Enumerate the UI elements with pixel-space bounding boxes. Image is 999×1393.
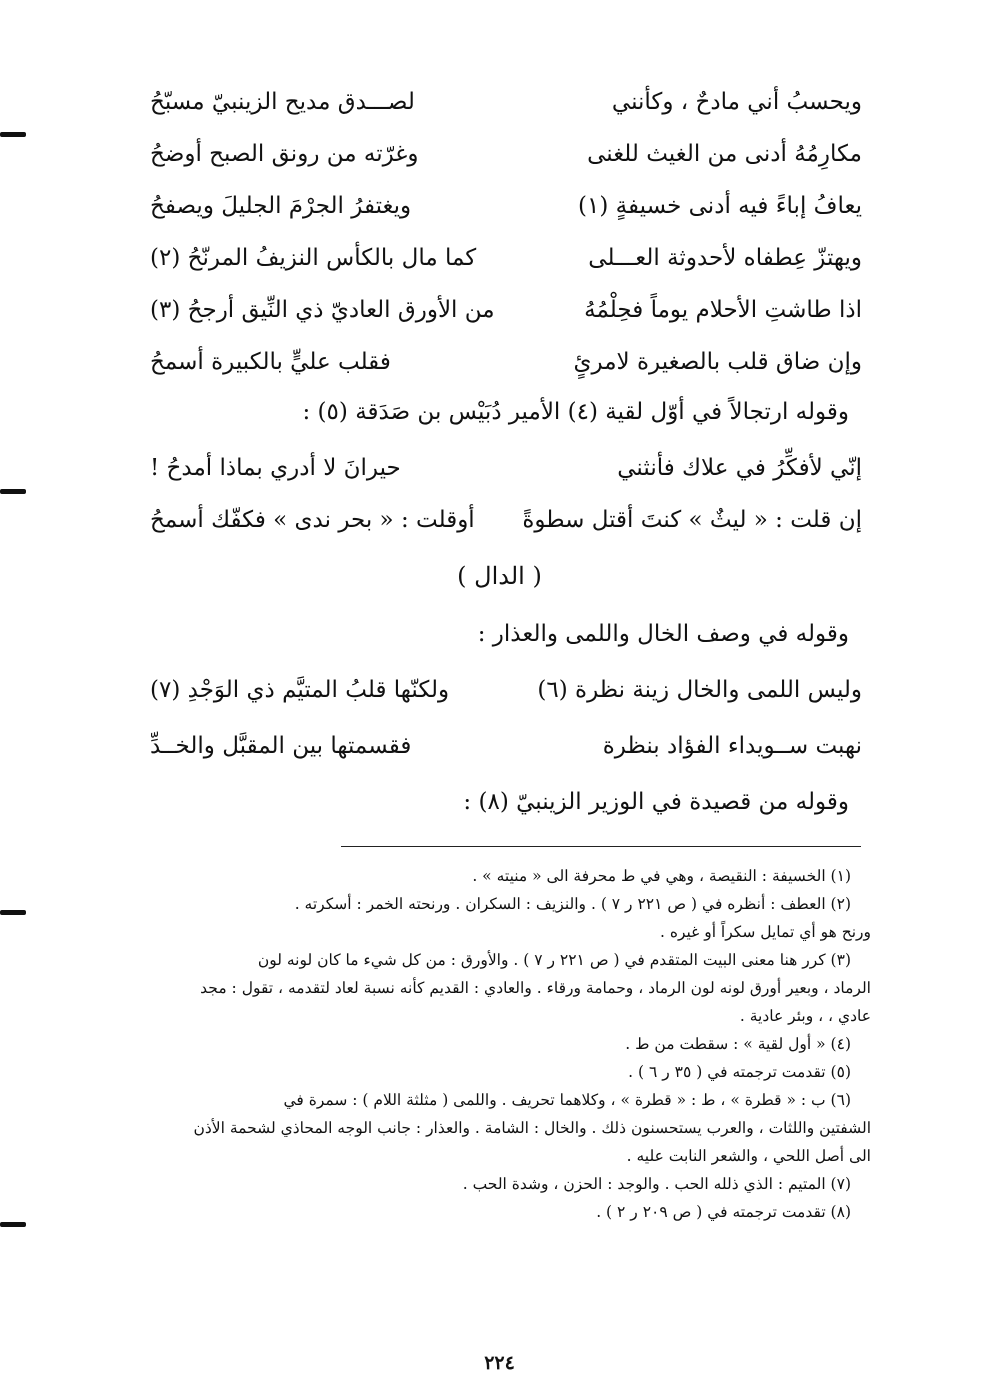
verse-first-hemistich: نهبت ســويداء الفؤاد بنظرة	[602, 733, 862, 759]
scan-edge-mark	[0, 489, 26, 494]
footnote-divider	[341, 846, 861, 847]
footnote-6-cont: الشفتين واللثات ، والعرب يستحسنون ذلك . والخال : الشامة . والعذار : جانب الوجه المحاذي لشحمة الأذن	[193, 1119, 871, 1137]
page-number: ٢٢٤	[484, 1352, 515, 1374]
footnote-1: (١) الخسيفة : النقيصة ، وهي في ط محرفة الى « منيته » .	[472, 867, 851, 885]
verse-second-hemistich: ويغتفرُ الجرْمَ الجليلَ ويصفحُ	[150, 193, 412, 219]
footnote-3-cont: عادي ، ، وبئر عادية .	[739, 1007, 871, 1025]
verse-first-hemistich: وإن ضاق قلب بالصغيرة لامرئٍ	[573, 349, 862, 375]
verse-line	[140, 130, 870, 178]
verse-second-hemistich: كما مال بالكأس النزيفُ المرنّحُ (٢)	[150, 245, 477, 271]
scan-edge-mark	[0, 132, 26, 137]
verse-first-hemistich: ويهتزّ عِطفاه لأحدوثة العـــلى	[588, 245, 862, 271]
verse-second-hemistich: فقلب عليٍّ بالكبيرة أسمحُ	[150, 349, 391, 375]
verse-first-hemistich: مكارِمُهُ أدنى من الغيث للغنى	[587, 141, 862, 167]
scan-edge-mark	[0, 910, 26, 915]
verse-second-hemistich: ولكنّها قلبُ المتيَّم ذي الوَجْدِ (٧)	[150, 677, 450, 703]
footnote-3: (٣) كرر هنا معنى البيت المتقدم في ( ص ٢٢١ ر ٧ ) . والأورق : من كل شيء ما كان لونه لون	[257, 951, 851, 969]
verse-line	[140, 666, 870, 714]
verse-second-hemistich: أوقلت : « بحر ندى » فكفّك أسمحُ	[150, 507, 475, 533]
footnote-3-cont: الرماد ، وبعير أورق لونه لون الرماد ، وحمامة ورقاء . والعادي : القديم كأنه نسبة لعاد لتقدمه ، تقول : مجد	[200, 979, 871, 997]
scan-edge-mark	[0, 1222, 26, 1227]
footnote-6-cont: الى أصل اللحي ، والشعر النابت عليه .	[626, 1147, 871, 1165]
verse-line	[140, 182, 870, 230]
verse-first-hemistich: اذا طاشتِ الأحلام يوماً فحِلْمُهُ	[584, 297, 862, 323]
verse-line	[140, 722, 870, 770]
verse-first-hemistich: وليس اللمى والخال زينة نظرة (٦)	[537, 677, 862, 703]
footnote-8: (٨) تقدمت ترجمته في ( ص ٢٠٩ ر ٢ ) .	[596, 1203, 851, 1221]
verse-second-hemistich: وغرّته من رونق الصبح أوضحُ	[150, 141, 419, 167]
verse-line	[140, 444, 870, 492]
footnote-4: (٤) « أول لقية » : سقطت من ط .	[625, 1035, 851, 1053]
footnote-7: (٧) المتيم : الذي ذلله الحب . والوجد : الحزن ، وشدة الحب .	[462, 1175, 851, 1193]
verse-first-hemistich: يعافُ إباءً فيه أدنى خسيفةٍ (١)	[578, 193, 862, 219]
footnotes	[126, 862, 871, 1226]
footnote-2: (٢) العطف : أنظره في ( ص ٢٢١ ر ٧ ) . والنزيف : السكران . ورنحته الخمر : أسكرته .	[294, 895, 851, 913]
verse-line	[140, 338, 870, 386]
verse-second-hemistich: لصـــدق مديح الزينبيّ مسبّحُ	[150, 89, 415, 115]
footnote-2-cont: ورنح هو أي تمايل سكراً أو غيره .	[659, 923, 871, 941]
footnote-5: (٥) تقدمت ترجمته في ( ٣٥ ر ٦ ) .	[628, 1063, 851, 1081]
footnote-6: (٦) ب : « قطرة » ، ط : « قطرة » ، وكلاهما تحريف . واللمى ( مثلثة اللام ) : سمرة في	[283, 1091, 851, 1109]
poem-intro: وقوله في وصف الخال واللمى والعذار :	[477, 621, 849, 647]
section-heading: ( الدال )	[457, 562, 542, 590]
verse-line	[140, 234, 870, 282]
verse-second-hemistich: فقسمتها بين المقبَّل والخــدِّ	[150, 733, 412, 759]
verse-line	[140, 78, 870, 126]
verse-line	[140, 496, 870, 544]
poem-intro: وقوله من قصيدة في الوزير الزينبيّ (٨) :	[463, 789, 849, 815]
verse-first-hemistich: ويحسبُ أني مادحٌ ، وكأنني	[611, 89, 862, 115]
verse-line	[140, 286, 870, 334]
verse-second-hemistich: من الأورق العاديّ ذي النِّيق أرجحُ (٣)	[150, 297, 495, 323]
verse-second-hemistich: حيرانَ لا أدري بماذا أمدحُ !	[150, 455, 401, 481]
poem-intro: وقوله ارتجالاً في أوّل لقية (٤) الأمير دُبَيْس بن صَدَقة (٥) :	[302, 399, 849, 425]
verse-first-hemistich: إن قلت : « ليثٌ » كنتَ أقتل سطوةً	[522, 507, 862, 533]
verse-first-hemistich: إنّي لأفكِّرُ في علاك فأنثني	[617, 455, 862, 481]
